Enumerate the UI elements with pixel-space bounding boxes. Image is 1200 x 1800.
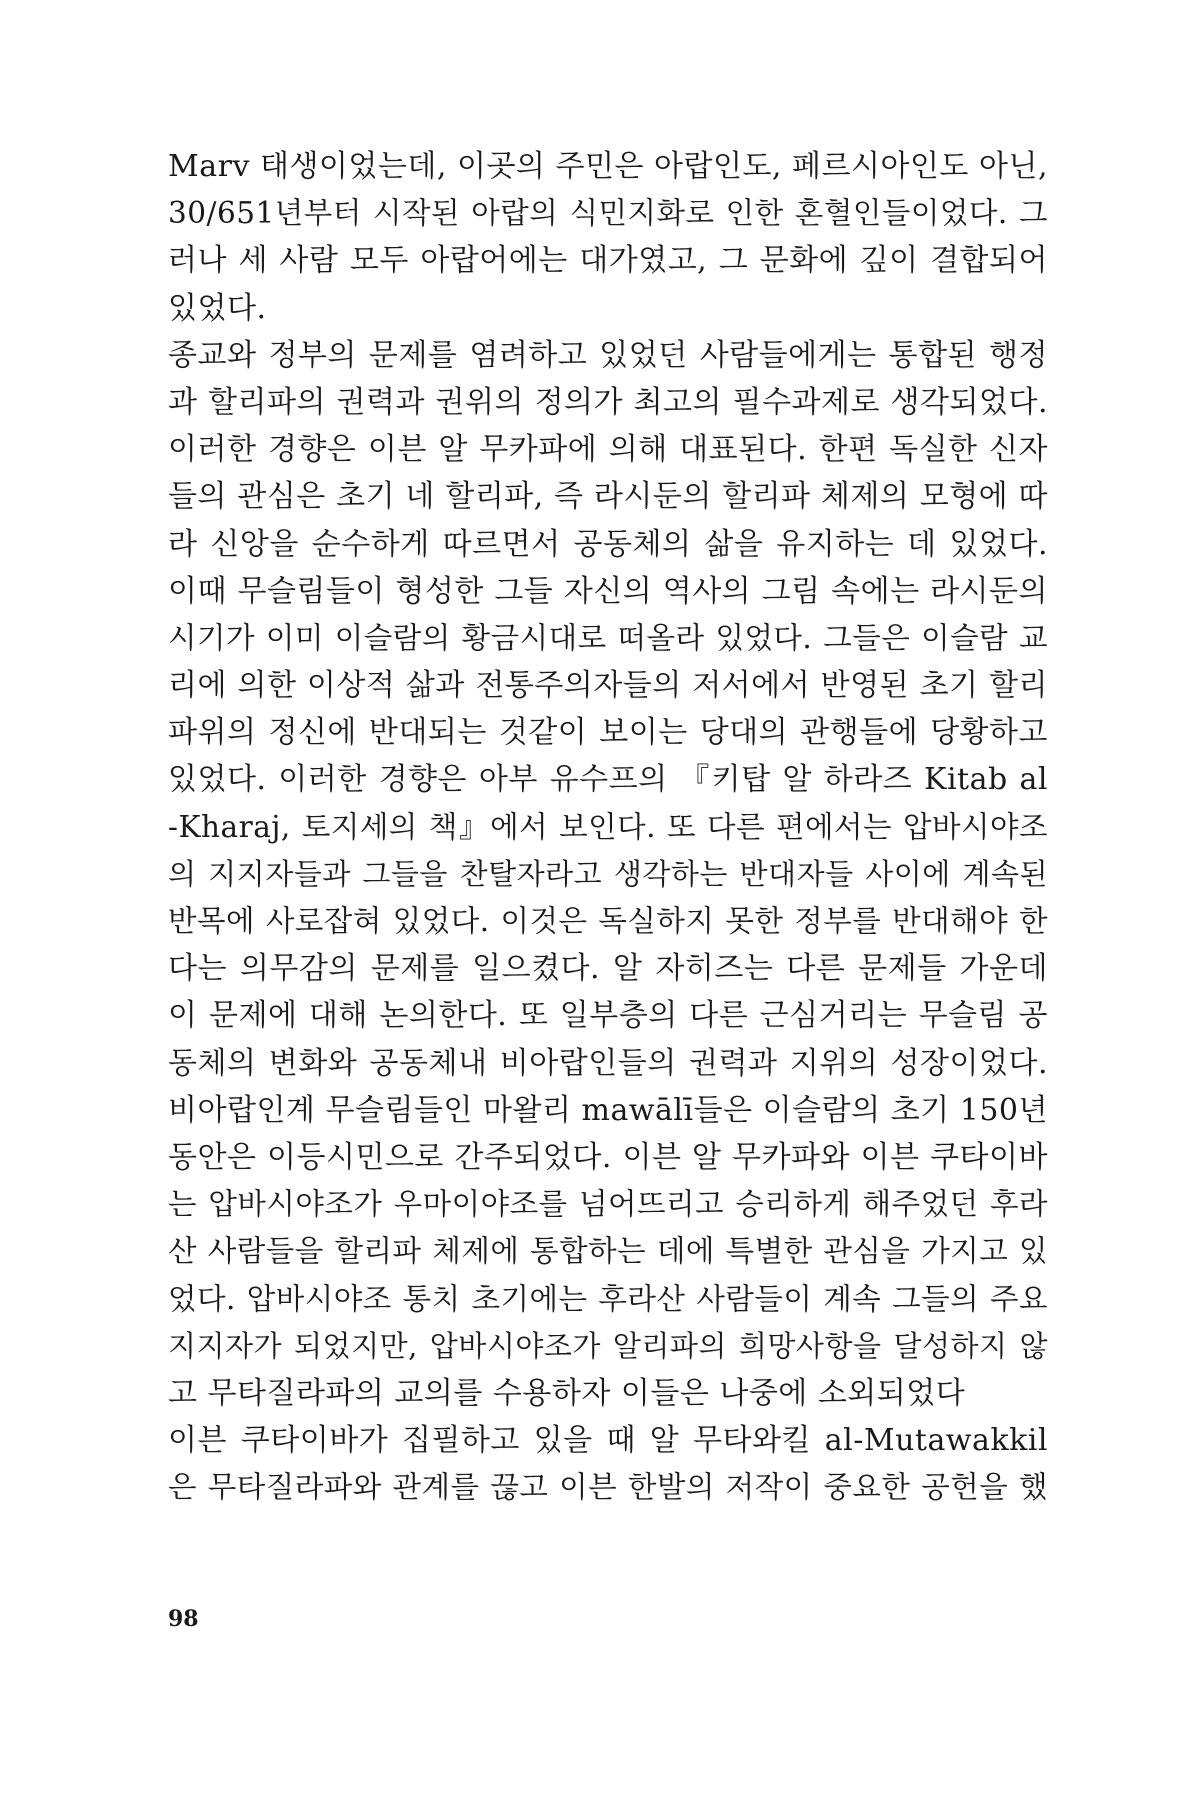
body-text [168,143,1048,1511]
text-line: 라 신앙을 순수하게 따르면서 공동체의 삶을 유지하는 데 있었다. [168,526,1048,562]
text-line: 의 지지자들과 그들을 찬탈자라고 생각하는 반대자들 사이에 계속된 [168,856,1048,891]
text-line: 종교와 정부의 문제를 염려하고 있었던 사람들에게는 통합된 행정 [168,337,1048,373]
text-line: 리에 의한 이상적 삶과 전통주의자들의 저서에서 반영된 초기 할리 [168,668,1048,704]
text-line: 이러한 경향은 이븐 알 무카파에 의해 대표된다. 한편 독실한 신자 [168,432,1048,468]
text-line: 이 문제에 대해 논의한다. 또 일부층의 다른 근심거리는 무슬림 공 [168,998,1048,1034]
text-line: 었다. 압바시야조 통치 초기에는 후라산 사람들이 계속 그들의 주요 [168,1281,1048,1316]
text-line: 있었다. 이러한 경향은 아부 유수프의 『키탑 알 하라즈 Kitab al [168,762,1048,798]
text-line: 들의 관심은 초기 네 할리파, 즉 라시둔의 할리파 체제의 모형에 따 [168,479,1048,515]
text-line: 동안은 이등시민으로 간주되었다. 이븐 알 무카파와 이븐 쿠타이바 [168,1139,1048,1175]
text-line: 다는 의무감의 문제를 일으켰다. 알 자히즈는 다른 문제들 가운데 [168,951,1048,987]
text-line: 산 사람들을 할리파 체제에 통합하는 데에 특별한 관심을 가지고 있 [168,1234,1048,1269]
text-line: 시기가 이미 이슬람의 황금시대로 떠올라 있었다. 그들은 이슬람 교 [168,620,1048,655]
text-line: 는 압바시야조가 우마이야조를 넘어뜨리고 승리하게 해주었던 후라 [168,1187,1048,1222]
text-line: 30/651년부터 시작된 아랍의 식민지화로 인한 혼혈인들이었다. 그 [168,196,1048,231]
page-number: 98 [168,1606,199,1632]
text-line: 반목에 사로잡혀 있었다. 이것은 독실하지 못한 정부를 반대해야 한 [168,904,1048,938]
text-line: 파위의 정신에 반대되는 것같이 보이는 당대의 관행들에 당황하고 [168,715,1048,751]
text-line: 은 무타질라파와 관계를 끊고 이븐 한발의 저작이 중요한 공헌을 했 [168,1470,1048,1505]
text-line: 고 무타질라파의 교의를 수용하자 이들은 나중에 소외되었다 [168,1375,966,1411]
text-line: 동체의 변화와 공동체내 비아랍인들의 권력과 지위의 성장이었다. [168,1045,1048,1081]
text-line: 이븐 쿠타이바가 집필하고 있을 때 알 무타와킬 al-Mutawakkil [168,1423,1048,1459]
text-line: 과 할리파의 권력과 권위의 정의가 최고의 필수과제로 생각되었다. [168,384,1048,420]
text-line: 비아랍인계 무슬림들인 마왈리 mawālī들은 이슬람의 초기 150년 [168,1092,1048,1128]
text-line: 있었다. [168,290,267,326]
text-line: Marv 태생이었는데, 이곳의 주민은 아랍인도, 페르시아인도 아닌, [168,149,1048,184]
text-line: 러나 세 사람 모두 아랍어에는 대가였고, 그 문화에 깊이 결합되어 [168,243,1048,279]
text-line: 지지자가 되었지만, 압바시야조가 알리파의 희망사항을 달성하지 않 [168,1328,1048,1363]
text-line: 이때 무슬림들이 형성한 그들 자신의 역사의 그림 속에는 라시둔의 [168,573,1048,609]
text-line: -Kharaj, 토지세의 책』에서 보인다. 또 다른 편에서는 압바시야조 [168,809,1048,844]
